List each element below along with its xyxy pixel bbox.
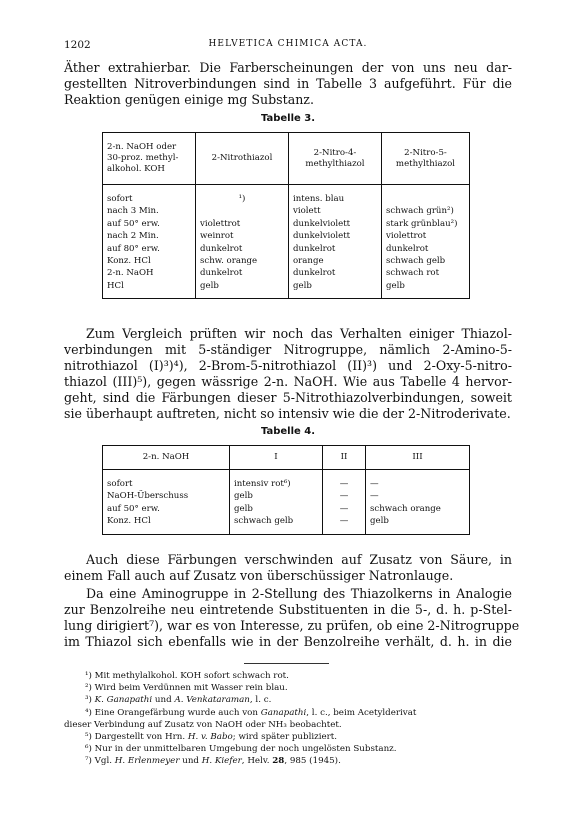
page-number: 1202 [64,39,91,51]
author-name: H. Erlenmeyer [114,756,180,767]
table-cell [196,205,289,217]
table-header-cell: 2-n. NaOH [103,446,230,470]
footnote-4-continued: dieser Verbindung auf Zusatz von NaOH oder NH₃ beobachtet. [64,719,342,730]
text-line: Äther extrahierbar. Die Farberscheinungen der von uns neu dar- [64,60,512,75]
table-header-cell: III [366,446,470,470]
table-cell: — [323,490,366,502]
footnote-text: ⁴) Eine Orangefärbung wurde auch von [85,707,261,718]
footnote-text: ⁷) Vgl. [85,756,115,767]
volume-number: 28 [272,756,285,767]
table-cell: intens. blau [289,185,382,206]
table-row [103,243,470,255]
table-cell: dunkelrot [196,243,289,255]
text-line: einem Fall auch auf Zusatz von überschüssiger Natronlauge. [64,568,454,583]
table-cell: schwach gelb [386,256,446,267]
footnote-1: ¹) Mit methylalkohol. KOH sofort schwach rot. [85,671,289,681]
table-cell: violettrot [386,231,427,242]
table-header-cell: II [323,446,366,470]
table-cell: nach 2 Min. [103,230,196,242]
table-header-cell: 2-n. NaOH oder 30-proz. methyl-alkohol. KOH [103,133,196,185]
table-row [103,490,470,502]
author-name: K. Ganapathi [94,695,153,706]
table-row [103,470,470,491]
text-line: Da eine Aminogruppe in 2-Stellung des Thiazolkerns in Analogie [86,586,512,601]
table-header-cell: 2-Nitro-5-methylthiazol [382,133,470,185]
table-row [103,515,470,534]
footnote-text: , Helv. [241,756,273,767]
text-line: zur Benzolreihe neu eintretende Substituenten in die 5-, d. h. p-Stel- [64,602,512,617]
table-cell: 2-n. NaOH [103,267,196,279]
footnote-text: und [152,695,175,706]
table-cell: — [323,515,366,534]
paragraph-4 [64,586,520,650]
table-row [103,503,470,515]
table-cell: schwach gelb [230,515,323,534]
footnote-text: ⁵) Dargestellt von Hrn. [85,732,188,743]
footnote-text: und [179,756,202,767]
table-row [103,205,470,217]
table-cell: orange [289,255,382,267]
table-4-caption: Tabelle 4. [260,426,316,437]
table-cell: auf 50° erw. [103,503,230,515]
table-row [103,267,470,279]
table-row [103,218,470,230]
text-line: Auch diese Färbungen verschwinden auf Zusatz von Säure, in [86,552,512,567]
table-cell: gelb [196,280,289,299]
footnote-text: , 985 (1945). [284,756,341,767]
table-cell: sofort [103,470,230,491]
text-line: verbindungen mit 5-ständiger Nitrogruppe, nämlich 2-Amino-5- [64,342,512,357]
author-name: H. Kiefer [201,756,242,767]
table-cell: weinrot [196,230,289,242]
table-cell: violett [289,205,382,217]
text-line: Reaktion genügen einige mg Substanz. [64,92,314,107]
author-name: A. Venkataraman [174,695,250,706]
journal-title: HELVETICA CHIMICA ACTA. [208,39,368,49]
table-cell: dunkelrot [289,243,382,255]
table-cell: gelb [370,516,389,527]
footnote-text: , l. c., beim Acetylderivat [306,707,417,718]
footnotes [64,670,512,768]
text-line: geht, sind die Färbungen dieser 5-Nitrothiazolverbindungen, soweit [64,390,512,405]
footnote-mark: ³) [85,695,92,706]
table-cell: auf 80° erw. [103,243,196,255]
text-line: im Thiazol sich ebenfalls wie in der Benzolreihe verhält, d. h. in die [64,634,512,649]
footnote-3 [64,694,512,706]
table-cell: Konz. HCl [103,255,196,267]
table-cell: schwach rot [386,268,440,279]
table-cell: dunkelviolett [289,218,382,230]
text-line: gestellten Nitroverbindungen sind in Tabelle 3 aufgeführt. Für die [64,76,512,91]
table-cell: schwach orange [370,503,441,514]
paragraph-1 [64,60,512,108]
footnote-5 [64,731,512,743]
text-line: nitrothiazol (I)³)⁴), 2-Brom-5-nitrothiazol (II)³) und 2-Oxy-5-nitro- [64,358,512,373]
table-cell: — [323,503,366,515]
footnote-text: , l. c. [249,695,272,706]
table-cell: sofort [103,185,196,206]
table-row [103,185,470,206]
table-cell: — [370,491,379,502]
text-line: sie überhaupt auftreten, nicht so intensiv wie die der 2-Nitroderivate. [64,406,511,421]
table-cell: nach 3 Min. [103,205,196,217]
footnote-4 [64,707,512,719]
running-header [64,39,512,53]
table-cell [382,185,470,206]
text-line: Zum Vergleich prüften wir noch das Verhalten einiger Thiazol- [86,326,512,341]
table-cell: gelb [289,280,382,299]
table-3-caption: Tabelle 3. [260,113,316,124]
table-cell: dunkelviolett [289,230,382,242]
table-cell: gelb [230,490,323,502]
table-cell: dunkelrot [289,267,382,279]
table-row [103,230,470,242]
table-cell: — [323,470,366,491]
table-cell: HCl [103,280,196,299]
footnote-6: ⁶) Nur in der unmittelbaren Umgebung der noch ungelösten Substanz. [85,744,397,755]
table-cell: ¹) [196,185,289,206]
table-4 [102,445,470,535]
paragraph-3 [64,552,512,584]
table-cell: stark grünblau²) [386,218,458,229]
table-cell: Konz. HCl [103,515,230,534]
footnote-2: ²) Wird beim Verdünnen mit Wasser rein blau. [85,683,288,694]
table-3 [102,132,470,299]
text-line: lung dirigiert⁷), war es von Interesse, zu prüfen, ob eine 2-Nitrogruppe [64,618,520,633]
table-row [103,255,470,267]
table-cell: intensiv rot⁶) [230,470,323,491]
text-line: thiazol (III)⁵), gegen wässrige 2-n. NaOH. Wie aus Tabelle 4 hervor- [64,374,512,389]
table-cell: — [370,479,379,489]
table-cell: dunkelrot [386,243,429,254]
table-cell: violettrot [196,218,289,230]
table-row [103,280,470,299]
table-cell: NaOH-Überschuss [103,490,230,502]
table-header-cell: I [230,446,323,470]
author-name: Ganapathi [260,707,307,718]
table-header-cell: 2-Nitro-4-methylthiazol [289,133,382,185]
footnote-rule [244,663,329,664]
table-cell: gelb [230,503,323,515]
table-cell: dunkelrot [196,267,289,279]
table-cell: gelb [386,280,405,291]
author-name: H. v. Babo [187,732,233,743]
footnote-7 [64,755,512,767]
table-cell: schwach grün²) [386,206,454,217]
footnote-text: ; wird später publiziert. [232,732,338,743]
table-header-cell: 2-Nitrothiazol [196,133,289,185]
paragraph-2 [64,326,512,422]
table-cell: auf 50° erw. [103,218,196,230]
table-cell: schw. orange [196,255,289,267]
